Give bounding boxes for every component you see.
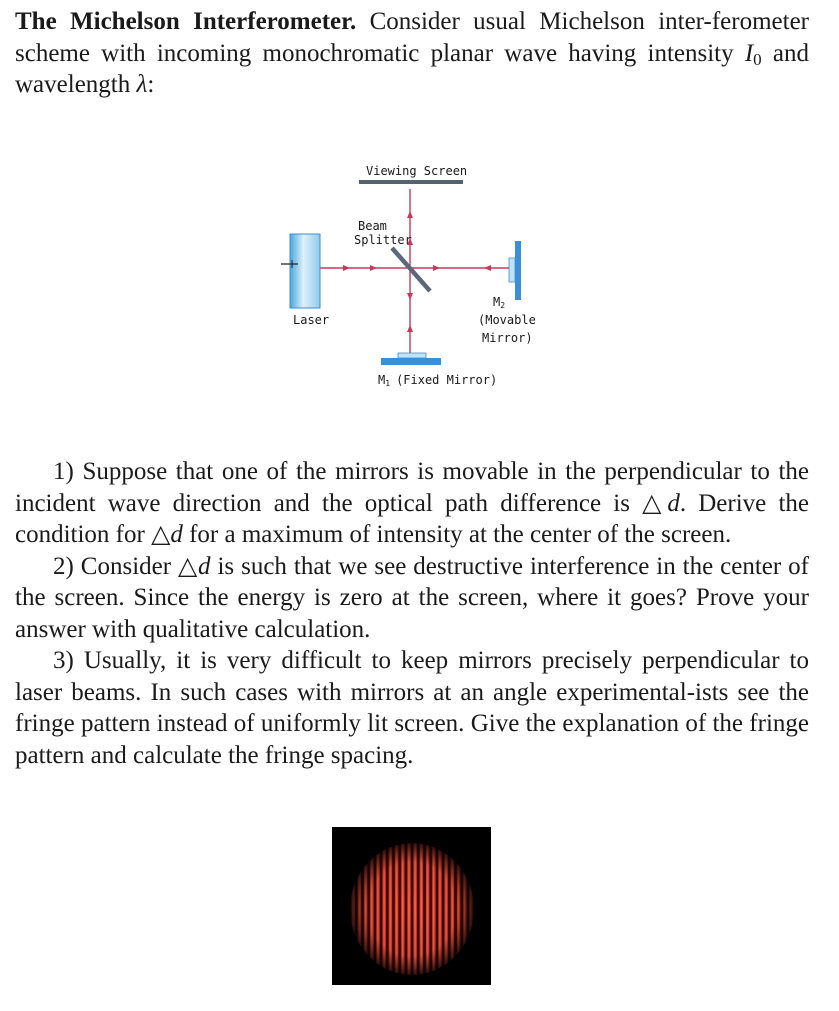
interferometer-diagram [270,150,570,400]
movable-mirror-label-1: (Movable [478,313,536,327]
fringe-pattern-image [332,827,491,985]
question-2: 2) Consider △d is such that we see destructive interference in the center of the screen. Since the energy is zero at the screen, where it goes? Prove your answer with qualitative calculation. [15,552,810,643]
and-text: and wavelength [15,39,809,98]
intensity-symbol: $I_0$ [744,39,762,69]
laser-label: Laser [293,313,330,327]
fixed-mirror-label: M1 (Fixed Mirror) [378,373,498,388]
problem-title: The Michelson Interferometer. [15,8,357,35]
laser-source [281,234,320,308]
question-1: 1) Suppose that one of the mirrors is movable in the perpendicular to the incident wave direction and the optical path difference is △d. Derive the condition for △d for a maximum of intensity at the center of the screen. [15,458,810,548]
movable-mirror-m2 [509,241,521,300]
viewing-screen [359,180,463,184]
viewing-screen-label: Viewing Screen [366,164,468,178]
intro-text: Consider usual Michelson inter-ferometer scheme with incoming monochromatic planar wave having intensity [15,8,809,67]
beam-splitter [392,248,430,291]
wavelength-symbol: λ [136,71,148,98]
m2-label: M2 [493,295,506,310]
movable-mirror-label-2: Mirror) [482,331,533,345]
problem-intro: The Michelson Interferometer. Consider usual Michelson inter-ferometer scheme with incoming monochromatic planar wave having intensity $I_0$ and wavelength λ: [15,8,809,98]
questions-block [15,456,809,771]
fixed-mirror-m1 [381,353,441,365]
beam-splitter-label-1: Beam [358,219,387,233]
question-3: 3) Usually, it is very difficult to keep mirrors precisely perpendicular to laser beams. In such cases with mirrors at an angle experimental-ists see the fringe pattern instead of uniformly lit screen. Give the explanation of the fringe pattern and calculate the fringe spacing. [15,647,810,769]
beam-splitter-label-2: Splitter [354,233,412,247]
